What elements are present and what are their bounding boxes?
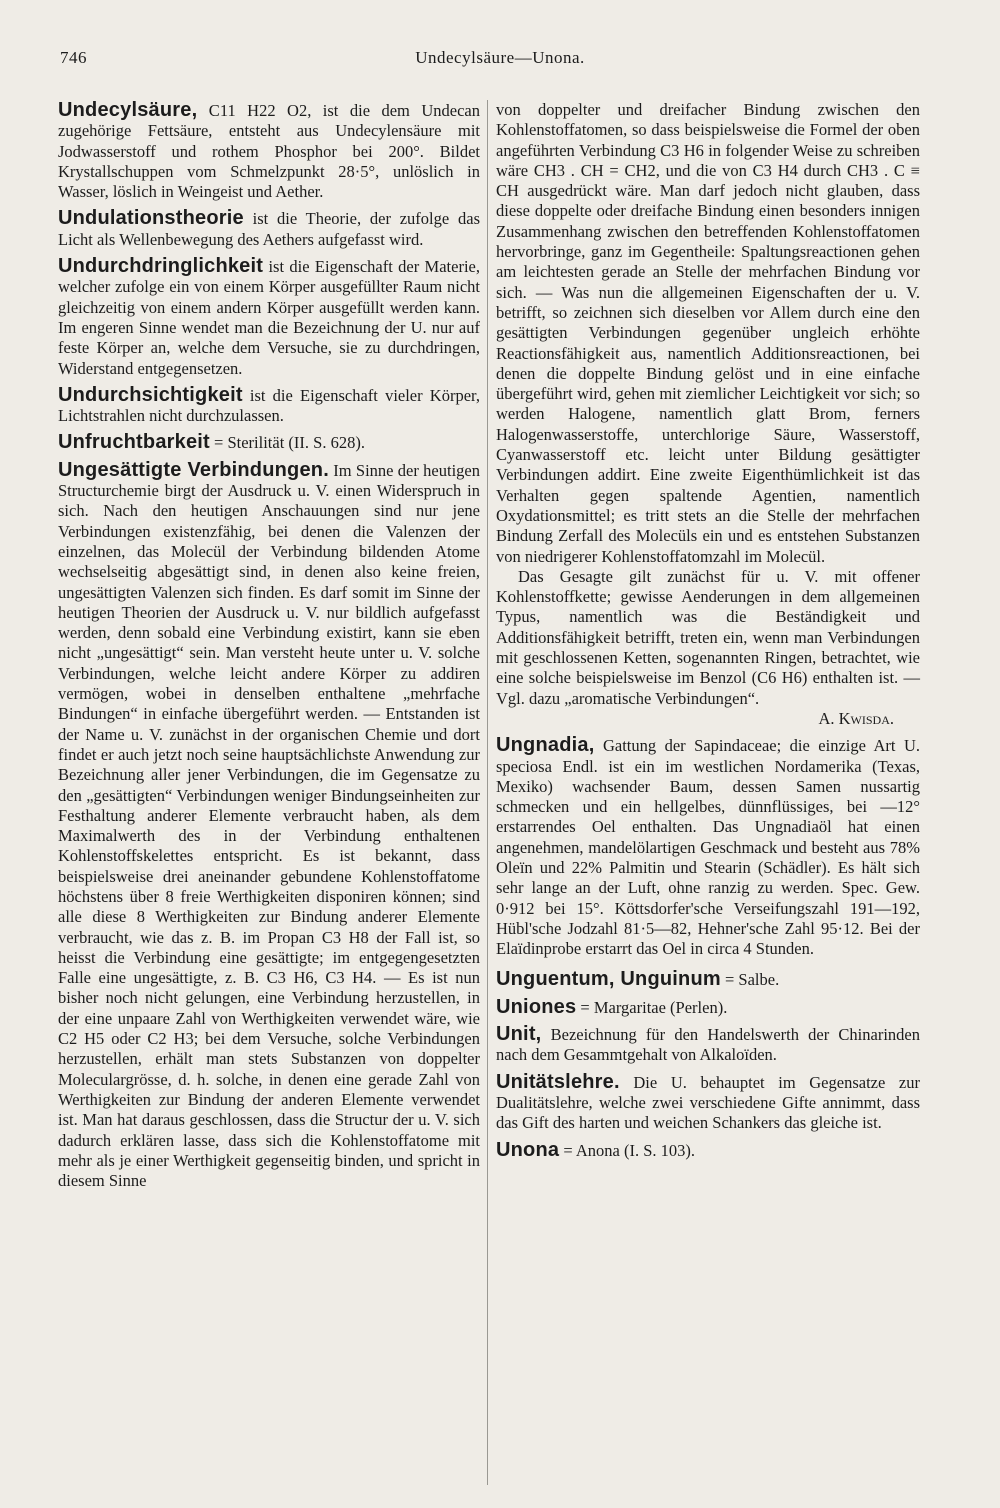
page-number: 746 xyxy=(60,48,87,67)
entry-text: Die U. behauptet im Gegensatze zur Dualitätslehre, welche zwei verschiedene Gifte annimmt, dass das Gift des harten und weichen Schankers das gleiche ist. xyxy=(496,1072,920,1133)
entry-unit xyxy=(496,1024,920,1066)
entry-unitaetslehre xyxy=(496,1072,920,1134)
entry-unfruchtbarkeit xyxy=(58,432,480,453)
headword: Undurchsichtigkeit xyxy=(58,383,243,406)
column-divider xyxy=(487,100,488,1485)
headword: Uniones xyxy=(496,995,577,1018)
author-signature: A. Kwisda. xyxy=(818,708,894,728)
entry-unona xyxy=(496,1140,920,1161)
entry-text: = Anona (I. S. 103). xyxy=(559,1140,696,1160)
headword: Undulationstheorie xyxy=(58,207,244,230)
entry-undecylsaeure xyxy=(58,100,480,202)
headword: Unona xyxy=(496,1138,560,1161)
headword: Undurchdringlichkeit xyxy=(58,255,264,278)
entry-text: = Sterilität (II. S. 628). xyxy=(209,433,365,453)
headword: Unit, xyxy=(496,1023,542,1046)
entry-undulationstheorie xyxy=(58,208,480,250)
headword: Unguentum, Unguinum xyxy=(496,968,721,991)
headword: Ungnadia, xyxy=(496,734,595,757)
entry-undurchdringlichkeit xyxy=(58,256,480,379)
entry-ungnadia xyxy=(496,735,920,959)
headword: Undecylsäure, xyxy=(58,99,198,121)
entry-text: Im Sinne der heutigen Structurchemie birgt der Ausdruck u. V. einen Widerspruch in sich. Nach den heutigen Anschauungen sind nur jene Verbindungen existenzfähig, bei denen die Valenzen der einzelnen, das Molecül der Verbindung bildenden Atome wechselseitig abgesättigt sind, in denen also keine freien, ungesättigten Valenzen sich finden. Es darf somit im Sinne der heutigen Theorien der Ausdruck u. V. nur bildlich aufgefasst werden, denn sobald eine Verbindung existirt, kann sie eben nicht „ungesättigt“ sein. Man versteht heute unter u. V. solche Verbindungen, welche leicht andere Körper zu addiren vermögen, wobei in denselben enthaltene „mehrfache Bindungen“ in einfache übergeführt werden. — Entstanden ist der Name u. V. zunächst in der organischen Chemie und dort findet er auch jetzt noch seine hauptsächlichste Anwendung zur Bezeichnung aller jener Verbindungen, die im Gegensatze zu den „gesättigten“ Verbindungen weniger Bindungseinheiten zur Festhaltung anderer Elemente verbraucht haben, als dem Maximalwerth des in der Verbindung enthaltenen Kohlenstoffskelettes entspricht. Es ist bekannt, dass beispielsweise drei aneinander gebundene Kohlenstoffatome höchstens über 8 freie Werthigkeiten disponiren können; sind alle diese 8 Werthigkeiten zur Bindung anderer Elemente verbraucht, wie das z. B. im Propan C3 H8 der Fall ist, so heisst die Verbindung eine gesättigte; im entgegengesetzten Falle eine ungesättigte, z. B. C3 H6, C3 H4. — Es ist nun bisher noch nicht gelungen, eine Verbindung herzustellen, in der eine unpaare Zahl von Werthigkeiten verwendet wäre, wie C2 H5 oder C2 H3; bei dem Versuche, solche Verbindungen herzustellen, erhält man stets Substanzen von doppelter Moleculargrösse, d. h. solche, in denen eine gerade Zahl von Werthigkeiten zur Bindung der anderen Elemente verwendet ist. Man hat daraus geschlossen, dass die Structur der u. V. sich dadurch erklären lasse, dass sich die Kohlenstoffatome mit mehr als je einer Werthigkeit gegenseitig binden, und spricht in diesem Sinne xyxy=(58,460,481,1191)
entry-undurchsichtigkeit xyxy=(58,385,480,427)
entry-text: Gattung der Sapindaceae; die einzige Art U. speciosa Endl. ist ein im westlichen Nordamerika (Texas, Mexiko) wachsender Baum, dessen Samen nussartig schmecken und ein hellgelbes, dünnflüssiges, bei —12° erstarrendes Oel enthalten. Das Ungnadiaöl hat einen angenehmen, mandelölartigen Geschmack und besteht aus 78% Oleïn und 22% Palmitin und Stearin (Schädler). Es hält sich sehr lange an der Luft, ohne ranzig zu werden. Spec. Gew. 0·912 bei 15°. Köttsdorfer'sche Verseifungszahl 191—192, Hübl'sche Jodzahl 81·5—82, Hehner'sche Zahl 95·12. Bei der Elaïdinprobe erstarrt das Oel in circa 4 Stunden. xyxy=(496,736,920,959)
entry-paragraph: Das Gesagte gilt zunächst für u. V. mit offener Kohlenstoffkette; gewisse Aenderungen in dem allgemeinen Typus, namentlich was die Beständigkeit und Additionsfähigkeit betrifft, treten ein, wenn man Verbindungen mit geschlossenen Ketten, sogenannten Ringen, betrachtet, wie eine solche beispielsweise im Benzol (C6 H6) enthalten ist. — Vgl. dazu „aromatische Verbindungen“. xyxy=(496,566,920,708)
entry-text: = Salbe. xyxy=(720,970,780,990)
entry-text: ist die Theorie, der zufolge das Licht als Wellenbewegung des Aethers aufgefasst wird. xyxy=(58,209,480,249)
entry-uniones xyxy=(496,997,920,1018)
entry-text: ist die Eigenschaft der Materie, welcher zufolge ein von einem Körper ausgefüllter Raum nicht gleichzeitig von einem andern Körper ausgefüllt werden kann. Im engeren Sinne wendet man die Bezeichnung der U. nur auf feste Körper an, welche dem Versuche, sie zu durchdringen, Widerstand entgegensetzen. xyxy=(58,257,480,378)
entry-unguentum xyxy=(496,969,920,990)
entry-text: = Margaritae (Perlen). xyxy=(576,997,728,1017)
headword: Unitätslehre. xyxy=(496,1070,620,1093)
entry-continuation: von doppelter und dreifacher Bindung zwischen den Kohlenstoffatomen, so dass beispielsweise die Formel der oben angeführten Verbindung C3 H6 in folgender Weise zu schreiben wäre CH3 . CH = CH2, und die von C3 H4 durch CH3 . C ≡ CH ausgedrückt wäre. Man darf jedoch nicht glauben, dass diese doppelte oder dreifache Bindung einen besonders innigen Zusammenhang zwischen den betreffenden Kohlenstoffatomen hervorbringe, ganz im Gegentheile: Spaltungsreactionen gehen am leichtesten gerade an Stelle der mehrfachen Bindung vor sich. — Was nun die allgemeinen Eigenschaften der u. V. betrifft, so zeichnen sich dieselben vor Allem durch eine den gesättigten Verbindungen gegenüber ungleich erhöhte Reactionsfähigkeit aus, namentlich Additionsreactionen, bei denen die doppelte Bindung gelöst und in eine einfache übergeführt wird, gehen mit ziemlicher Leichtigkeit vor sich; so werden Halogene, namentlich glatt Brom, ferners Halogenwasserstoffe, unterchlorige Säure, Wasserstoff, Cyanwasserstoff etc. leicht unter Bildung gesättigter Verbindungen addirt. Eine zweite Eigenthümlichkeit ist das Verhalten gegen spaltende Agentien, namentlich Oxydationsmittel; es tritt stets an die Stelle der mehrfachen Bindung Zerfall des Molecüls ein und es entstehen Substanzen von niedrigerer Kohlenstoffatomzahl im Molecül. xyxy=(496,100,920,566)
headword: Ungesättigte Verbindungen. xyxy=(58,458,329,481)
running-title: Undecylsäure—Unona. xyxy=(415,48,585,67)
headword: Unfruchtbarkeit xyxy=(58,431,210,454)
left-column xyxy=(58,100,480,1191)
right-column xyxy=(496,100,920,1161)
entry-ungesaettigte-verbindungen xyxy=(58,460,480,1192)
entry-text: Bezeichnung für den Handelswerth der Chinarinden nach dem Gesammtgehalt von Alkaloïden. xyxy=(496,1025,920,1065)
entry-text: C11 H22 O2, ist die dem Undecan zugehörige Fettsäure, entsteht aus Undecylensäure mit Jodwasserstoff und rothem Phosphor bei 200°. Bildet Krystallschuppen vom Schmelzpunkt 28·5°, unlöslich in Wasser, löslich in Weingeist und Aether. xyxy=(58,101,480,202)
entry-text: ist die Eigenschaft vieler Körper, Lichtstrahlen nicht durchzulassen. xyxy=(58,385,480,426)
